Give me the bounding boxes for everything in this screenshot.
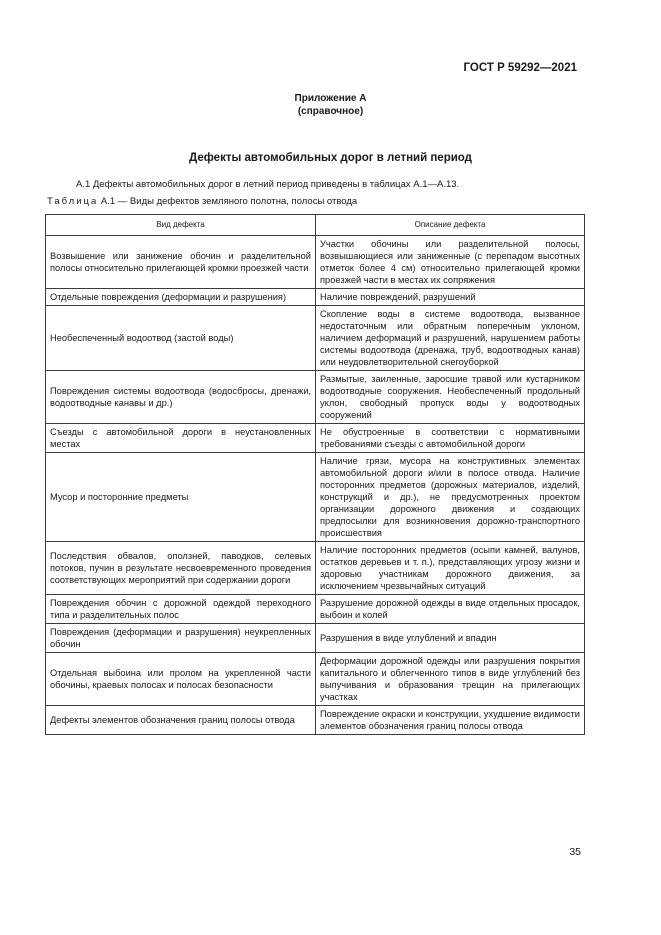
defect-cell: Отдельная выбоина или пролом на укрепленной части обочины, краевых полосах и полосах безопасности [46, 653, 316, 706]
page-number: 35 [569, 846, 581, 858]
description-cell: Разрушение дорожной одежды в виде отдельных просадок, выбоин и колей [316, 595, 585, 624]
defect-cell: Мусор и посторонние предметы [46, 453, 316, 542]
defect-cell: Последствия обвалов, оползней, паводков, селевых потоков, пучин в результате несвоевременного проведения соответствующих мероприятий при содержании дороги [46, 542, 316, 595]
table-caption [47, 196, 357, 207]
table-row [46, 624, 585, 653]
defect-cell: Дефекты элементов обозначения границ полосы отвода [46, 706, 316, 735]
standard-number: ГОСТ Р 59292—2021 [463, 62, 577, 74]
table-row [46, 653, 585, 706]
defect-cell: Повреждения системы водоотвода (водосбросы, дренажи, водоотводные канавы и др.) [46, 371, 316, 424]
description-cell: Разрушения в виде углублений и впадин [316, 624, 585, 653]
annex-type: (справочное) [297, 106, 364, 117]
description-cell: Деформации дорожной одежды или разрушения покрытия капитального и облегченного типов в виде углублений без выпучивания и образования трещин на прилегающих участках [316, 653, 585, 706]
description-cell: Участки обочины или разделительной полосы, возвышающиеся или заниженные (с перепадом высотных отметок более 4 см) относительно прилегающей кромки проезжей части в местах их сопряжения [316, 236, 585, 289]
description-cell: Повреждение окраски и конструкции, ухудшение видимости элементов обозначения границ полосы отвода [316, 706, 585, 735]
intro-paragraph: А.1 Дефекты автомобильных дорог в летний период приведены в таблицах А.1—А.13. [76, 179, 460, 190]
table-row [46, 453, 585, 542]
table-row [46, 289, 585, 306]
description-cell: Не обустроенные в соответствии с нормативными требованиями съезды с автомобильной дороги [316, 424, 585, 453]
table-row [46, 706, 585, 735]
defect-cell: Возвышение или занижение обочин и разделительной полосы относительно прилегающей кромки проезжей части [46, 236, 316, 289]
description-cell: Наличие грязи, мусора на конструктивных элементах автомобильной дороги и/или в полосе отвода. Наличие посторонних предметов (дорожных материалов, изделий, конструкций и др.), не предусмотренных проектом организации дорожного движения и создающих предпосылки для возникновения дорожно-транспортного происшествия [316, 453, 585, 542]
table-row [46, 371, 585, 424]
defects-table [45, 214, 585, 735]
defect-cell: Повреждения обочин с дорожной одеждой переходного типа и разделительных полос [46, 595, 316, 624]
column-header-description: Описание дефекта [316, 215, 585, 236]
description-cell: Скопление воды в системе водоотвода, вызванное недостаточным или обратным поперечным уклоном, наличием деформаций и разрушений, нарушением работы системы водоотвода (дренажа, труб, водоотводных канав) или неудовлетворительной снегоуборкой [316, 306, 585, 371]
section-title: Дефекты автомобильных дорог в летний период [189, 152, 472, 164]
table-row [46, 424, 585, 453]
table-caption-prefix: Таблица [47, 196, 99, 207]
defect-cell: Съезды с автомобильной дороги в неустановленных местах [46, 424, 316, 453]
column-header-defect: Вид дефекта [46, 215, 316, 236]
defect-cell: Отдельные повреждения (деформации и разрушения) [46, 289, 316, 306]
defect-cell: Повреждения (деформации и разрушения) неукрепленных обочин [46, 624, 316, 653]
description-cell: Наличие повреждений, разрушений [316, 289, 585, 306]
table-row [46, 236, 585, 289]
table-row [46, 542, 585, 595]
table-caption-text: А.1 — Виды дефектов земляного полотна, полосы отвода [98, 196, 358, 207]
table-header-row [46, 215, 585, 236]
table-row [46, 306, 585, 371]
annex-heading [0, 92, 661, 118]
description-cell: Наличие посторонних предметов (осыпи камней, валунов, остатков деревьев и т. п.), представляющих угрозу жизни и здоровью участникам дорожного движения, за исключением чрезвычайных ситуаций [316, 542, 585, 595]
annex-title: Приложение А [294, 93, 367, 104]
defect-cell: Необеспеченный водоотвод (застой воды) [46, 306, 316, 371]
description-cell: Размытые, заиленные, заросшие травой или кустарником водоотводные сооружения. Необеспеченный продольный уклон, свободный пропуск воды у водоотводных сооружений [316, 371, 585, 424]
table-row [46, 595, 585, 624]
